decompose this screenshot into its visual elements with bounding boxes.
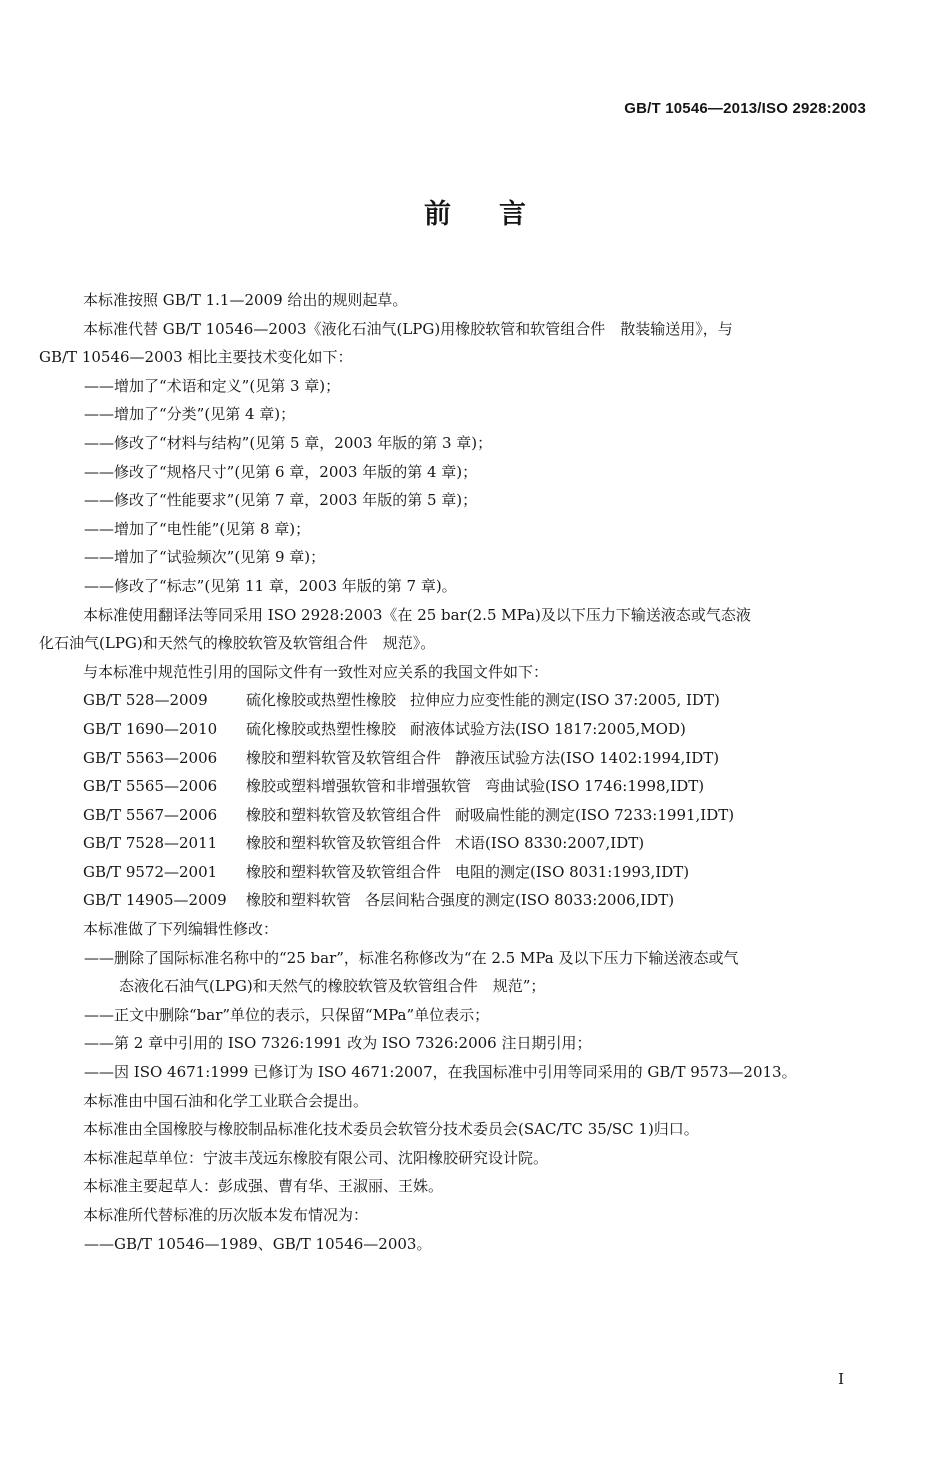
reference-name: 橡胶和塑料软管及软管组合件: [246, 805, 442, 824]
change-item: ——修改了“标志”(见第 11 章，2003 年版的第 7 章)。: [84, 576, 457, 595]
paragraph-drafting-rules: 本标准按照 GB/T 1.1—2009 给出的规则起草。: [83, 291, 408, 309]
reference-row: [83, 858, 873, 887]
reference-code: GB/T 5565—2006: [83, 777, 218, 796]
reference-name: 橡胶和塑料软管及软管组合件: [246, 862, 442, 881]
reference-row: [83, 686, 873, 715]
paragraph-replaces-line2: GB/T 10546—2003 相比主要技术变化如下：: [39, 348, 353, 367]
change-item: ——修改了“材料与结构”(见第 5 章，2003 年版的第 3 章)；: [84, 433, 493, 452]
proposer-statement: 本标准由中国石油和化学工业联合会提出。: [83, 1091, 369, 1110]
paragraph-references-intro: 与本标准中规范性引用的国际文件有一致性对应关系的我国文件如下：: [83, 662, 549, 681]
drafting-units-statement: 本标准起草单位：宁波丰茂远东橡胶有限公司、沈阳橡胶研究设计院。: [83, 1148, 549, 1167]
standard-code-header: GB/T 10546—2013/ISO 2928:2003: [624, 100, 866, 117]
change-item: ——增加了“电性能”(见第 8 章)；: [84, 519, 311, 538]
committee-statement: 本标准由全国橡胶与橡胶制品标准化技术委员会软管分技术委员会(SAC/TC 35/SC 1)归口。: [83, 1120, 699, 1139]
editorial-item-continuation: 态液化石油气(LPG)和天然气的橡胶软管及软管组合件 规范”；: [119, 977, 546, 996]
reference-name: 橡胶或塑料增强软管和非增强软管: [246, 777, 472, 796]
drafters-statement: 本标准主要起草人：彭成强、曹有华、王淑丽、王姝。: [83, 1177, 444, 1196]
reference-row: [83, 715, 873, 744]
change-item: ——增加了“试验频次”(见第 9 章)；: [84, 548, 326, 567]
reference-code: GB/T 1690—2010: [83, 719, 218, 738]
reference-method: 电阻的测定(ISO 8031:1993,IDT): [455, 862, 690, 881]
reference-code: GB/T 14905—2009: [83, 891, 227, 910]
change-item: ——增加了“术语和定义”(见第 3 章)；: [84, 376, 341, 395]
change-item: ——增加了“分类”(见第 4 章)；: [84, 405, 296, 424]
reference-name: 硫化橡胶或热塑性橡胶: [246, 719, 397, 738]
reference-row: [83, 801, 873, 830]
reference-name: 橡胶和塑料软管及软管组合件: [246, 748, 442, 767]
reference-name: 橡胶和塑料软管及软管组合件: [246, 834, 442, 853]
editorial-item: ——正文中删除“bar”单位的表示，只保留“MPa”单位表示；: [84, 1005, 490, 1024]
reference-name: 硫化橡胶或热塑性橡胶: [246, 691, 397, 710]
reference-code: GB/T 9572—2001: [83, 862, 218, 881]
editorial-intro: 本标准做了下列编辑性修改：: [83, 920, 279, 939]
reference-name: 橡胶和塑料软管: [246, 891, 352, 910]
reference-row: [83, 829, 873, 858]
page-title: 前言: [424, 199, 574, 230]
reference-method: 拉伸应力应变性能的测定(ISO 37:2005, IDT): [410, 691, 720, 710]
reference-code: GB/T 5563—2006: [83, 748, 218, 767]
change-item: ——修改了“规格尺寸”(见第 6 章，2003 年版的第 4 章)；: [84, 462, 478, 481]
reference-code: GB/T 7528—2011: [83, 834, 218, 853]
change-item: ——修改了“性能要求”(见第 7 章，2003 年版的第 5 章)；: [84, 491, 478, 510]
reference-code: GB/T 528—2009: [83, 691, 208, 710]
reference-row: [83, 744, 873, 773]
reference-method: 耐液体试验方法(ISO 1817:2005,MOD): [410, 719, 686, 738]
history-item: ——GB/T 10546—1989、GB/T 10546—2003。: [84, 1234, 432, 1253]
reference-row: [83, 772, 873, 801]
reference-method: 术语(ISO 8330:2007,IDT): [455, 834, 645, 853]
page-number: I: [838, 1370, 844, 1388]
reference-method: 弯曲试验(ISO 1746:1998,IDT): [485, 777, 705, 796]
paragraph-translation-line1: 本标准使用翻译法等同采用 ISO 2928:2003《在 25 bar(2.5 MPa)及以下压力下输送液态或气态液: [83, 605, 751, 624]
reference-method: 耐吸扁性能的测定(ISO 7233:1991,IDT): [455, 805, 735, 824]
editorial-item: ——第 2 章中引用的 ISO 7326:1991 改为 ISO 7326:2006 注日期引用；: [84, 1034, 592, 1053]
reference-method: 各层间粘合强度的测定(ISO 8033:2006,IDT): [365, 891, 675, 910]
reference-code: GB/T 5567—2006: [83, 805, 218, 824]
paragraph-replaces-line1: 本标准代替 GB/T 10546—2003《液化石油气(LPG)用橡胶软管和软管组合件 散装输送用》，与: [83, 319, 733, 338]
paragraph-translation-line2: 化石油气(LPG)和天然气的橡胶软管及软管组合件 规范》。: [39, 634, 436, 653]
reference-row: [83, 886, 873, 915]
history-intro: 本标准所代替标准的历次版本发布情况为：: [83, 1206, 369, 1224]
foreword-body: [39, 286, 873, 1258]
editorial-item: ——因 ISO 4671:1999 已修订为 ISO 4671:2007，在我国标准中引用等同采用的 GB/T 9573—2013。: [84, 1063, 797, 1082]
editorial-item: ——删除了国际标准名称中的“25 bar”，标准名称修改为“在 2.5 MPa 及以下压力下输送液态或气: [84, 948, 739, 967]
reference-method: 静液压试验方法(ISO 1402:1994,IDT): [455, 748, 720, 767]
